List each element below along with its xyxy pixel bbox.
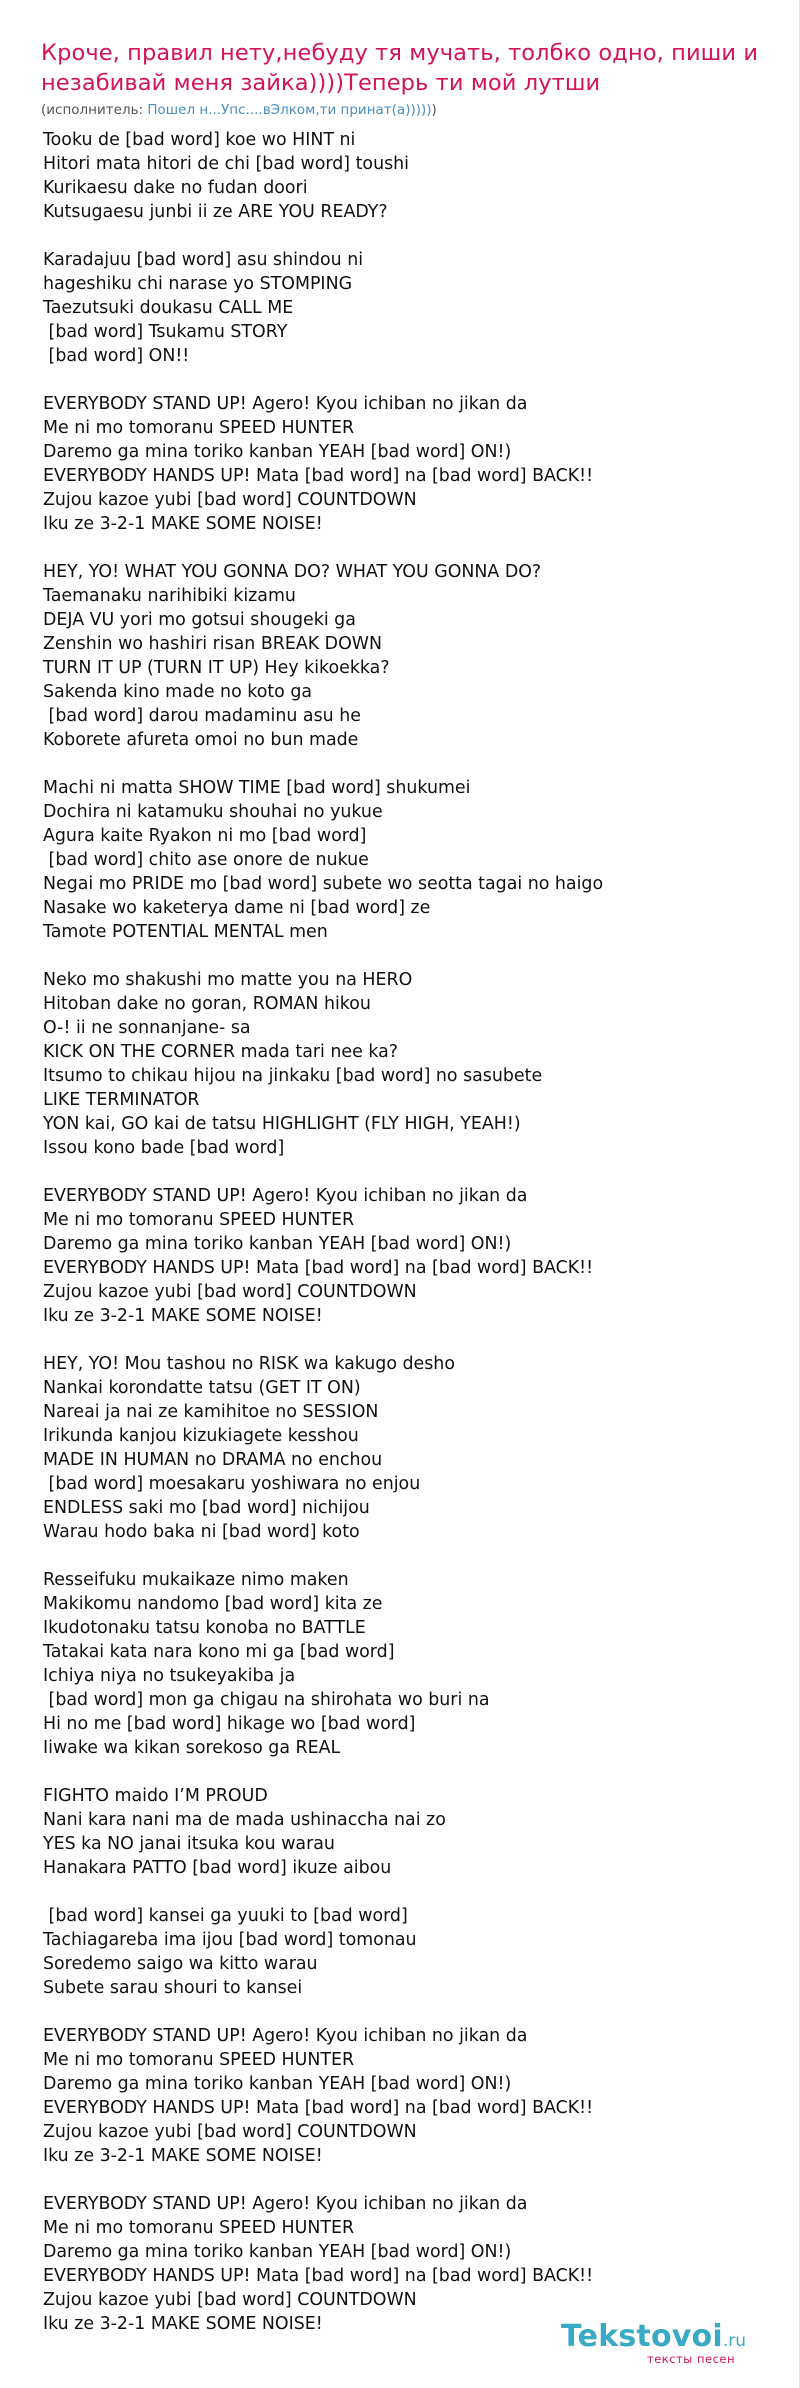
lyrics-line: Warau hodo baka ni [bad word] koto bbox=[43, 1522, 360, 1542]
lyrics-line: Machi ni matta SHOW TIME [bad word] shukumei bbox=[43, 778, 471, 798]
lyrics-line: TURN IT UP (TURN IT UP) Hey kikoekka? bbox=[43, 658, 390, 678]
lyrics-line: EVERYBODY HANDS UP! Mata [bad word] na [bad word] BACK!! bbox=[43, 466, 594, 486]
lyrics-line: Kutsugaesu junbi ii ze ARE YOU READY? bbox=[43, 202, 388, 222]
lyrics-line: Iku ze 3-2-1 MAKE SOME NOISE! bbox=[43, 1306, 323, 1326]
lyrics-stanza bbox=[43, 392, 763, 536]
lyrics-line: Zujou kazoe yubi [bad word] COUNTDOWN bbox=[43, 490, 417, 510]
lyrics-stanza bbox=[43, 1784, 763, 1880]
lyrics-line: Negai mo PRIDE mo [bad word] subete wo seotta tagai no haigo bbox=[43, 874, 604, 894]
lyrics-line: Nani kara nani ma de mada ushinaccha nai zo bbox=[43, 1810, 446, 1830]
lyrics-line: HEY, YO! Mou tashou no RISK wa kakugo desho bbox=[43, 1354, 455, 1374]
lyrics-line: Issou kono bade [bad word] bbox=[43, 1138, 285, 1158]
lyrics-line: [bad word] Tsukamu STORY bbox=[43, 322, 288, 342]
lyrics-line: Daremo ga mina toriko kanban YEAH [bad word] ON!) bbox=[43, 1234, 512, 1254]
lyrics-line: Kurikaesu dake no fudan doori bbox=[43, 178, 308, 198]
lyrics-stanza bbox=[43, 2024, 763, 2168]
lyrics-line: Subete sarau shouri to kansei bbox=[43, 1978, 303, 1998]
lyrics-stanza bbox=[43, 1904, 763, 2000]
lyrics-stanza bbox=[43, 2192, 763, 2336]
lyrics-line: YES ka NO janai itsuka kou warau bbox=[43, 1834, 335, 1854]
lyrics-body bbox=[43, 128, 763, 2360]
lyrics-line: FIGHTO maido I’M PROUD bbox=[43, 1786, 268, 1806]
lyrics-line: Daremo ga mina toriko kanban YEAH [bad word] ON!) bbox=[43, 2074, 512, 2094]
lyrics-stanza bbox=[43, 1352, 763, 1544]
lyrics-line: Daremo ga mina toriko kanban YEAH [bad word] ON!) bbox=[43, 442, 512, 462]
lyrics-line: Me ni mo tomoranu SPEED HUNTER bbox=[43, 418, 355, 438]
lyrics-line: Tooku de [bad word] koe wo HINT ni bbox=[43, 130, 356, 150]
lyrics-stanza bbox=[43, 1568, 763, 1760]
lyrics-line: Nareai ja nai ze kamihitoe no SESSION bbox=[43, 1402, 379, 1422]
lyrics-line: Soredemo saigo wa kitto warau bbox=[43, 1954, 318, 1974]
lyrics-line: EVERYBODY STAND UP! Agero! Kyou ichiban no jikan da bbox=[43, 2194, 528, 2214]
lyrics-stanza bbox=[43, 1184, 763, 1328]
lyrics-line: Hitori mata hitori de chi [bad word] toushi bbox=[43, 154, 410, 174]
lyrics-line: Me ni mo tomoranu SPEED HUNTER bbox=[43, 2050, 355, 2070]
lyrics-stanza bbox=[43, 968, 763, 1160]
lyrics-line: Zujou kazoe yubi [bad word] COUNTDOWN bbox=[43, 1282, 417, 1302]
lyrics-line: Sakenda kino made no koto ga bbox=[43, 682, 313, 702]
lyrics-line: Agura kaite Ryakon ni mo [bad word] bbox=[43, 826, 367, 846]
lyrics-line: Iiwake wa kikan sorekoso ga REAL bbox=[43, 1738, 341, 1758]
lyrics-line: [bad word] mon ga chigau na shirohata wo buri na bbox=[43, 1690, 490, 1710]
lyrics-line: Taemanaku narihibiki kizamu bbox=[43, 586, 296, 606]
lyrics-line: Nankai korondatte tatsu (GET IT ON) bbox=[43, 1378, 361, 1398]
lyrics-line: Tamote POTENTIAL MENTAL men bbox=[43, 922, 328, 942]
lyrics-line: Resseifuku mukaikaze nimo maken bbox=[43, 1570, 349, 1590]
lyrics-line: Iku ze 3-2-1 MAKE SOME NOISE! bbox=[43, 514, 323, 534]
lyrics-line: KICK ON THE CORNER mada tari nee ka? bbox=[43, 1042, 398, 1062]
lyrics-line: Karadajuu [bad word] asu shindou ni bbox=[43, 250, 364, 270]
lyrics-line: Itsumo to chikau hijou na jinkaku [bad word] no sasubete bbox=[43, 1066, 543, 1086]
logo-word: Tekstovoi bbox=[561, 2319, 723, 2354]
song-header bbox=[41, 38, 761, 118]
lyrics-stanza bbox=[43, 248, 763, 368]
logo-subtitle: тексты песен bbox=[647, 2352, 735, 2366]
lyrics-line: YON kai, GO kai de tatsu HIGHLIGHT (FLY HIGH, YEAH!) bbox=[43, 1114, 521, 1134]
lyrics-line: DEJA VU yori mo gotsui shougeki ga bbox=[43, 610, 356, 630]
lyrics-stanza bbox=[43, 776, 763, 944]
lyrics-line: Me ni mo tomoranu SPEED HUNTER bbox=[43, 2218, 355, 2238]
lyrics-line: Irikunda kanjou kizukiagete kesshou bbox=[43, 1426, 359, 1446]
lyrics-line: EVERYBODY HANDS UP! Mata [bad word] na [bad word] BACK!! bbox=[43, 1258, 594, 1278]
lyrics-line: [bad word] darou madaminu asu he bbox=[43, 706, 361, 726]
lyrics-line: MADE IN HUMAN no DRAMA no enchou bbox=[43, 1450, 383, 1470]
lyrics-line: EVERYBODY HANDS UP! Mata [bad word] na [bad word] BACK!! bbox=[43, 2266, 594, 2286]
logo-tld: .ru bbox=[722, 2331, 747, 2351]
lyrics-line: Tachiagareba ima ijou [bad word] tomonau bbox=[43, 1930, 417, 1950]
lyrics-line: hageshiku chi narase yo STOMPING bbox=[43, 274, 353, 294]
lyrics-line: Hitoban dake no goran, ROMAN hikou bbox=[43, 994, 371, 1014]
lyrics-line: Dochira ni katamuku shouhai no yukue bbox=[43, 802, 383, 822]
lyrics-line: Koborete afureta omoi no bun made bbox=[43, 730, 359, 750]
lyrics-line: Neko mo shakushi mo matte you na HERO bbox=[43, 970, 413, 990]
lyrics-line: EVERYBODY STAND UP! Agero! Kyou ichiban no jikan da bbox=[43, 394, 528, 414]
lyrics-line: [bad word] moesakaru yoshiwara no enjou bbox=[43, 1474, 421, 1494]
lyrics-line: [bad word] chito ase onore de nukue bbox=[43, 850, 369, 870]
lyrics-line: Makikomu nandomo [bad word] kita ze bbox=[43, 1594, 383, 1614]
lyrics-line: Iku ze 3-2-1 MAKE SOME NOISE! bbox=[43, 2146, 323, 2166]
lyrics-line: Nasake wo kaketerya dame ni [bad word] ze bbox=[43, 898, 431, 918]
lyrics-line: HEY, YO! WHAT YOU GONNA DO? WHAT YOU GONNA DO? bbox=[43, 562, 542, 582]
song-title: Кроче, правил нету,небуду тя мучать, толбко одно, пиши и незабивай меня зайка))))Теперь ти мой лутши bbox=[41, 40, 759, 96]
lyrics-line: Me ni mo tomoranu SPEED HUNTER bbox=[43, 1210, 355, 1230]
lyrics-line: LIKE TERMINATOR bbox=[43, 1090, 200, 1110]
artist-suffix: ) bbox=[431, 102, 437, 118]
artist-link[interactable]: Пошел н...Упс....вЭлком,ти принат(а))))) bbox=[147, 102, 432, 118]
lyrics-line: ENDLESS saki mo [bad word] nichijou bbox=[43, 1498, 370, 1518]
artist-prefix: (исполнитель: bbox=[41, 102, 148, 118]
site-logo[interactable] bbox=[561, 2320, 771, 2376]
lyrics-line: Zujou kazoe yubi [bad word] COUNTDOWN bbox=[43, 2290, 417, 2310]
lyrics-line: EVERYBODY HANDS UP! Mata [bad word] na [bad word] BACK!! bbox=[43, 2098, 594, 2118]
lyrics-line: [bad word] kansei ga yuuki to [bad word] bbox=[43, 1906, 408, 1926]
lyrics-line: Taezutsuki doukasu CALL ME bbox=[43, 298, 294, 318]
lyrics-line: Iku ze 3-2-1 MAKE SOME NOISE! bbox=[43, 2314, 323, 2334]
lyrics-stanza bbox=[43, 560, 763, 752]
lyrics-line: Zenshin wo hashiri risan BREAK DOWN bbox=[43, 634, 382, 654]
artist-line bbox=[41, 102, 761, 118]
lyrics-line: O-! ii ne sonnanjane- sa bbox=[43, 1018, 251, 1038]
lyrics-line: Hanakara PATTO [bad word] ikuze aibou bbox=[43, 1858, 392, 1878]
lyrics-line: Tatakai kata nara kono mi ga [bad word] bbox=[43, 1642, 395, 1662]
lyrics-stanza bbox=[43, 128, 763, 224]
lyrics-line: Daremo ga mina toriko kanban YEAH [bad word] ON!) bbox=[43, 2242, 512, 2262]
lyrics-line: EVERYBODY STAND UP! Agero! Kyou ichiban no jikan da bbox=[43, 2026, 528, 2046]
lyrics-line: Zujou kazoe yubi [bad word] COUNTDOWN bbox=[43, 2122, 417, 2142]
lyrics-line: Ichiya niya no tsukeyakiba ja bbox=[43, 1666, 296, 1686]
lyrics-line: Ikudotonaku tatsu konoba no BATTLE bbox=[43, 1618, 366, 1638]
lyrics-line: EVERYBODY STAND UP! Agero! Kyou ichiban no jikan da bbox=[43, 1186, 528, 1206]
lyrics-line: [bad word] ON!! bbox=[43, 346, 190, 366]
lyrics-line: Hi no me [bad word] hikage wo [bad word] bbox=[43, 1714, 416, 1734]
